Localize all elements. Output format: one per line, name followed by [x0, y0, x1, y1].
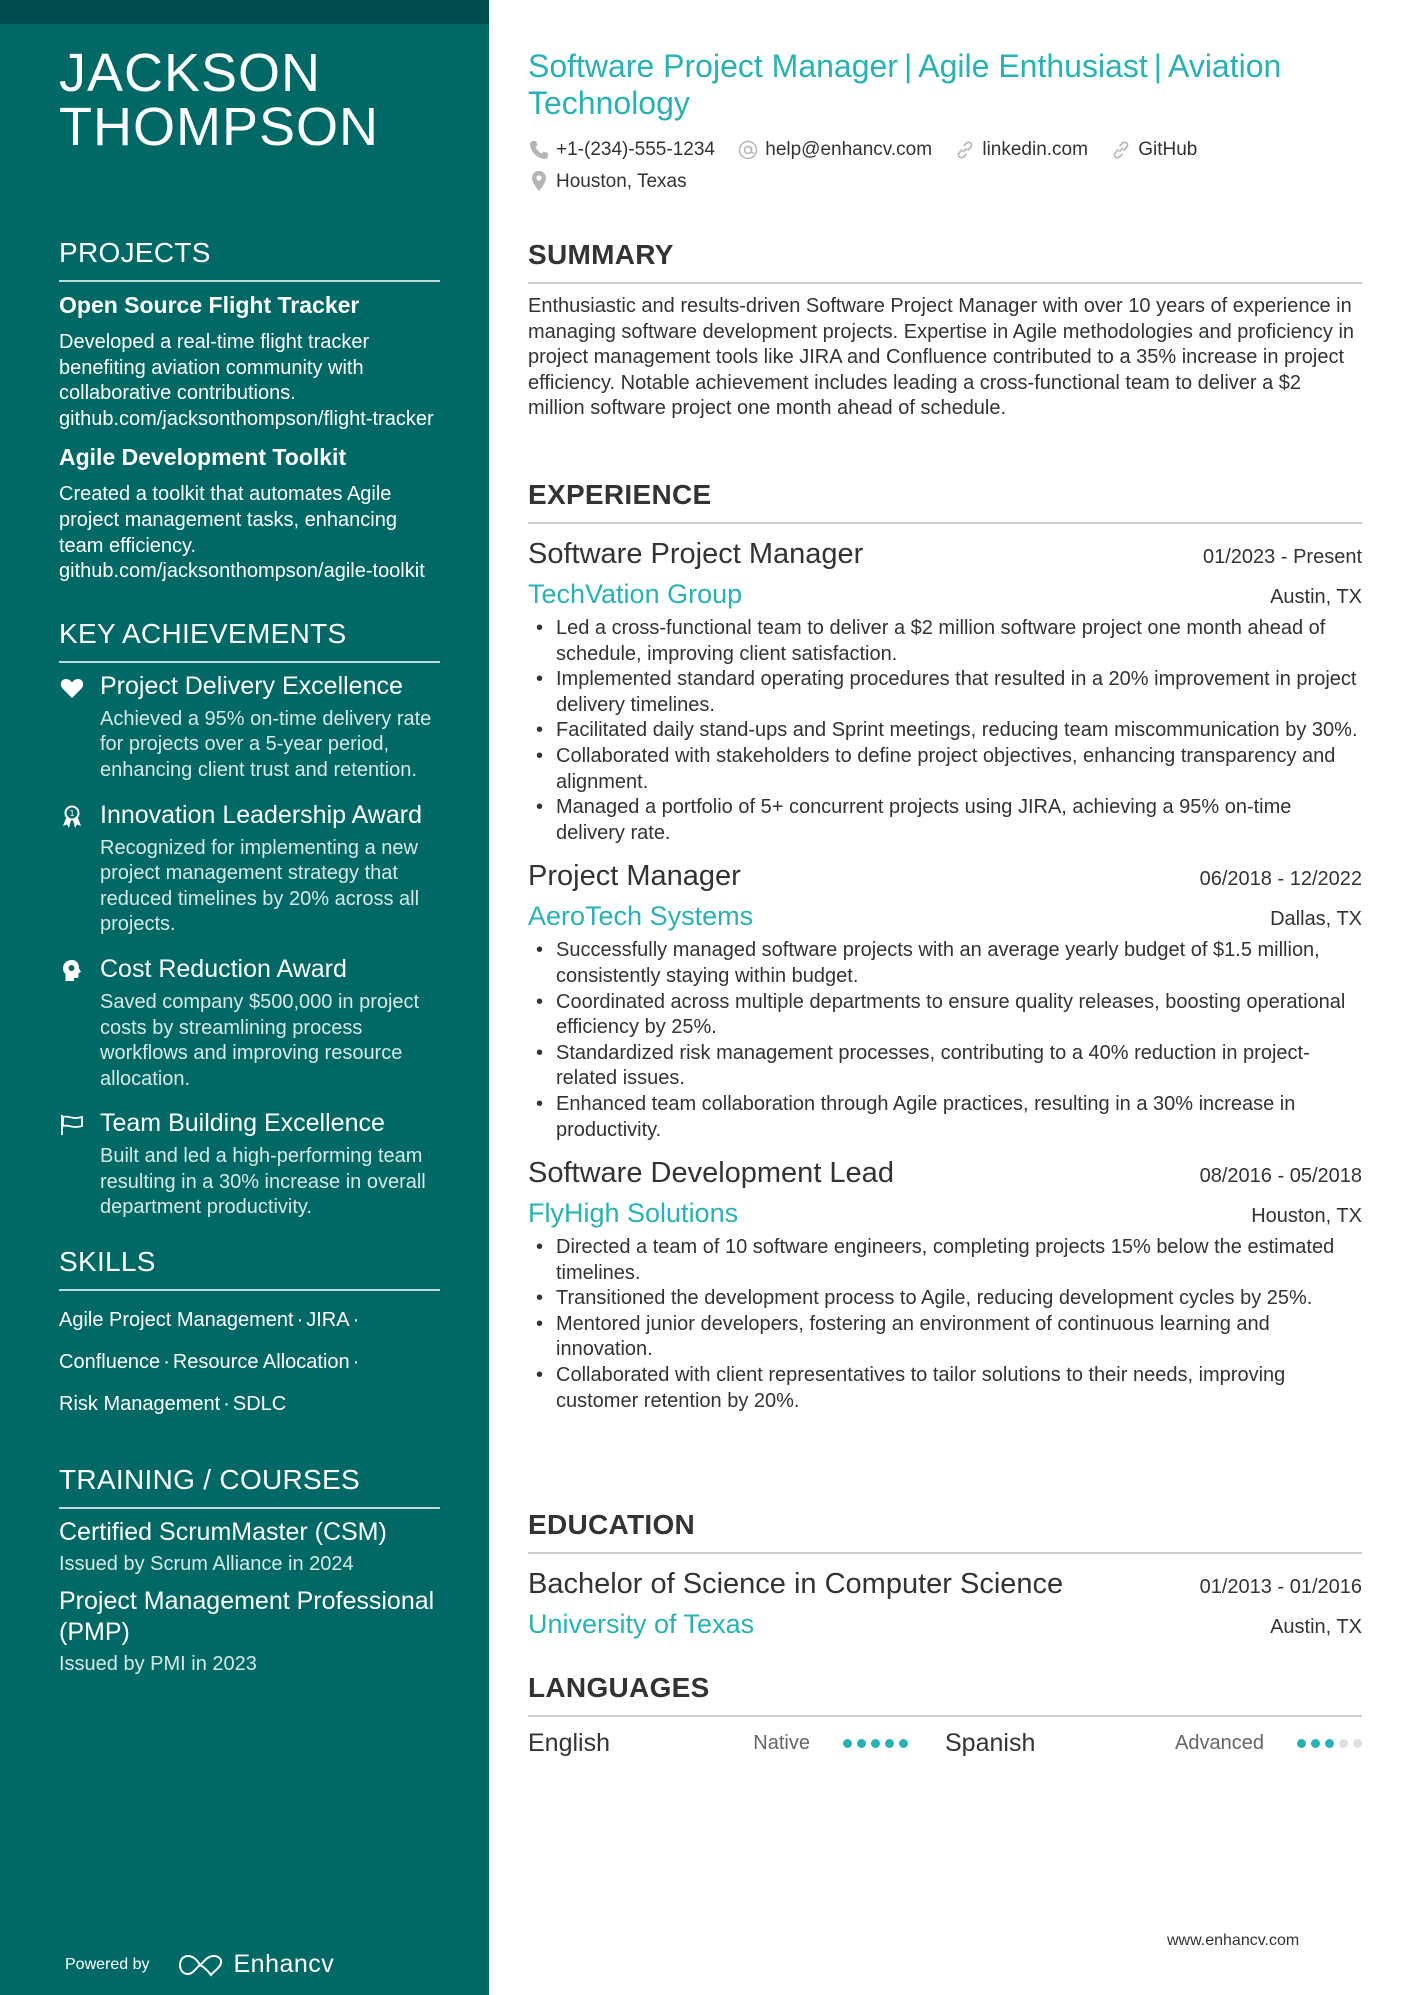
job-title: Software Development Lead [528, 1157, 894, 1190]
job-bullet: • Implemented standard operating procedures that resulted in a 20% improvement in project delivery timelines. [528, 667, 1362, 718]
languages-section [528, 1671, 1362, 1758]
footer-url[interactable]: www.enhancv.com [1167, 1932, 1300, 1949]
project-item [59, 442, 440, 584]
course-title: Project Management Professional (PMP) [59, 1587, 435, 1647]
contact-phone[interactable]: +1-(234)-555-1234 [528, 136, 715, 163]
contact-linkedin[interactable]: linkedin.com [954, 136, 1088, 163]
skill-tag: Risk Management [59, 1393, 221, 1416]
education-dates: 01/2013 - 01/2016 [1199, 1576, 1362, 1598]
job-company: AeroTech Systems [528, 901, 754, 932]
project-desc: Developed a real-time flight tracker benefiting aviation community with collaborative contributions. github.com/jacksonthompson/flight-tracker [59, 331, 434, 430]
achievement-item [59, 800, 440, 938]
phone-icon [528, 139, 550, 161]
sidebar [0, 0, 489, 1995]
experience-section [528, 478, 1362, 1414]
language-item [528, 1729, 945, 1758]
summary-heading: SUMMARY [528, 238, 1362, 284]
achievement-title: Innovation Leadership Award [100, 800, 422, 829]
location-pin-icon [528, 170, 550, 192]
training-section [59, 1463, 440, 1678]
skill-tag: JIRA [306, 1309, 350, 1332]
contact-github[interactable]: GitHub [1110, 136, 1197, 163]
enhancv-brand: Enhancv [233, 1950, 335, 1978]
job-bullet: • Standardized risk management processes, contributing to a 40% reduction in project-related issues. [528, 1041, 1362, 1092]
language-level: Advanced [1175, 1732, 1264, 1754]
project-title: Open Source Flight Tracker [59, 292, 360, 318]
sidebar-top-strip [0, 0, 489, 24]
education-heading: EDUCATION [528, 1508, 1362, 1554]
contact-info [528, 136, 1362, 200]
job-dates: 08/2016 - 05/2018 [1199, 1165, 1362, 1188]
award-ribbon-icon [59, 804, 85, 830]
job-entry [528, 1153, 1362, 1414]
language-name: English [528, 1729, 610, 1757]
training-heading: TRAINING / COURSES [59, 1463, 440, 1509]
achievement-desc: Built and led a high-performing team resulting in a 30% increase in overall department productivity. [100, 1145, 426, 1219]
job-location: Houston, TX [1251, 1205, 1362, 1228]
enhancv-logo [178, 1950, 335, 1979]
job-bullets [528, 938, 1362, 1143]
course-item [59, 1517, 440, 1578]
achievement-desc: Achieved a 95% on-time delivery rate for projects over a 5-year period, enhancing client trust and retention. [100, 707, 432, 781]
headline: Software Project Manager | Agile Enthusiast | Aviation Technology [528, 48, 1282, 121]
job-title: Software Project Manager [528, 538, 864, 570]
heart-icon [59, 675, 85, 701]
project-item [59, 290, 440, 432]
proficiency-dots [1297, 1739, 1362, 1748]
job-company: FlyHigh Solutions [528, 1198, 739, 1229]
link-icon [954, 139, 976, 161]
contact-email[interactable]: help@enhancv.com [737, 136, 932, 163]
person-name [59, 43, 440, 157]
degree: Bachelor of Science in Computer Science [528, 1568, 1064, 1600]
experience-heading: EXPERIENCE [528, 478, 1362, 524]
proficiency-dots [843, 1739, 908, 1748]
job-bullet: • Transitioned the development process to Agile, reducing development cycles by 25%. [528, 1286, 1362, 1312]
skills-list: Agile Project Management · JIRA · Confluence · Resource Allocation · Risk Management · SDLC [59, 1309, 360, 1416]
contact-location: Houston, Texas [528, 168, 687, 195]
head-bulb-icon [59, 958, 85, 984]
achievement-title: Project Delivery Excellence [100, 671, 403, 700]
job-dates: 01/2023 - Present [1203, 546, 1362, 568]
job-bullet: • Enhanced team collaboration through Agile practices, resulting in a 30% increase in productivity. [528, 1092, 1362, 1143]
education-entry [528, 1564, 1362, 1644]
skill-tag: Agile Project Management [59, 1309, 294, 1332]
skills-heading: SKILLS [59, 1245, 440, 1291]
job-bullets [528, 1235, 1362, 1414]
achievement-item [59, 1108, 440, 1221]
education-location: Austin, TX [1270, 1616, 1362, 1638]
skill-tag: SDLC [232, 1393, 287, 1416]
projects-heading: PROJECTS [59, 236, 440, 282]
flag-icon [59, 1112, 85, 1138]
job-entry [528, 534, 1362, 846]
job-bullet: • Mentored junior developers, fostering an environment of continuous learning and innovation. [528, 1312, 1362, 1363]
svg-text:1: 1 [69, 808, 75, 818]
job-company: TechVation Group [528, 579, 743, 609]
course-item [59, 1586, 440, 1678]
job-bullet: • Collaborated with client representatives to tailor solutions to their needs, improving customer retention by 20%. [528, 1363, 1362, 1414]
project-desc: Created a toolkit that automates Agile project management tasks, enhancing team efficiency. github.com/jacksonthompson/agile-toolkit [59, 483, 425, 583]
job-bullet: • Successfully managed software projects with an average yearly budget of $1.5 million, consistently staying within budget. [528, 938, 1362, 989]
course-title: Certified ScrumMaster (CSM) [59, 1518, 387, 1547]
language-level: Native [753, 1732, 810, 1754]
course-issuer: Issued by Scrum Alliance in 2024 [59, 1553, 354, 1576]
job-entry [528, 856, 1362, 1143]
name-first: JACKSON [59, 43, 322, 103]
enhancv-logo-icon [178, 1953, 224, 1977]
job-bullet: • Managed a portfolio of 5+ concurrent projects using JIRA, achieving a 95% on-time delivery rate. [528, 795, 1362, 846]
projects-section [59, 236, 440, 585]
skills-section [59, 1245, 440, 1425]
name-last: THOMPSON [59, 97, 380, 157]
school: University of Texas [528, 1609, 755, 1639]
summary-text: Enthusiastic and results-driven Software Project Manager with over 10 years of experience in managing software development projects. Expertise in Agile methodologies and proficiency in project management tools like JIRA and Confluence contributed to a 35% increase in project efficiency. Notable achievement includes leading a cross-functional team to deliver a $2 million software project one month ahead of schedule. [528, 295, 1355, 420]
achievement-desc: Saved company $500,000 in project costs by streamlining process workflows and improving resource allocation. [100, 990, 420, 1090]
achievement-item [59, 954, 440, 1092]
at-icon [737, 139, 759, 161]
job-bullet: • Collaborated with stakeholders to define project objectives, enhancing transparency and alignment. [528, 744, 1362, 795]
education-section [528, 1508, 1362, 1644]
achievement-desc: Recognized for implementing a new project management strategy that reduced timelines by 20% across all projects. [100, 836, 420, 936]
achievement-title: Team Building Excellence [100, 1109, 385, 1138]
languages-heading: LANGUAGES [528, 1671, 1362, 1717]
course-issuer: Issued by PMI in 2023 [59, 1653, 257, 1676]
language-name: Spanish [945, 1729, 1036, 1757]
language-item [945, 1729, 1362, 1758]
job-location: Austin, TX [1270, 586, 1362, 608]
skill-tag: Confluence [59, 1351, 161, 1374]
job-bullet: • Facilitated daily stand-ups and Sprint meetings, reducing team miscommunication by 30%. [528, 718, 1362, 744]
job-bullet: • Directed a team of 10 software engineers, completing projects 15% below the estimated timelines. [528, 1235, 1362, 1286]
achievements-heading: KEY ACHIEVEMENTS [59, 617, 440, 663]
job-bullet: • Coordinated across multiple departments to ensure quality releases, boosting operational efficiency by 25%. [528, 990, 1362, 1041]
achievements-section [59, 617, 440, 1221]
job-title: Project Manager [528, 860, 741, 893]
job-bullet: • Led a cross-functional team to deliver a $2 million software project one month ahead of schedule, improving client satisfaction. [528, 616, 1362, 667]
powered-by [65, 1950, 334, 1979]
job-bullets [528, 616, 1362, 846]
achievement-title: Cost Reduction Award [100, 954, 347, 983]
project-title: Agile Development Toolkit [59, 444, 347, 471]
powered-by-label: Powered by [65, 1955, 150, 1973]
link-icon [1110, 139, 1132, 161]
skill-tag: Resource Allocation [172, 1351, 350, 1374]
achievement-item [59, 671, 440, 784]
job-location: Dallas, TX [1270, 908, 1362, 931]
summary-section [528, 238, 1362, 422]
job-dates: 06/2018 - 12/2022 [1199, 868, 1362, 891]
